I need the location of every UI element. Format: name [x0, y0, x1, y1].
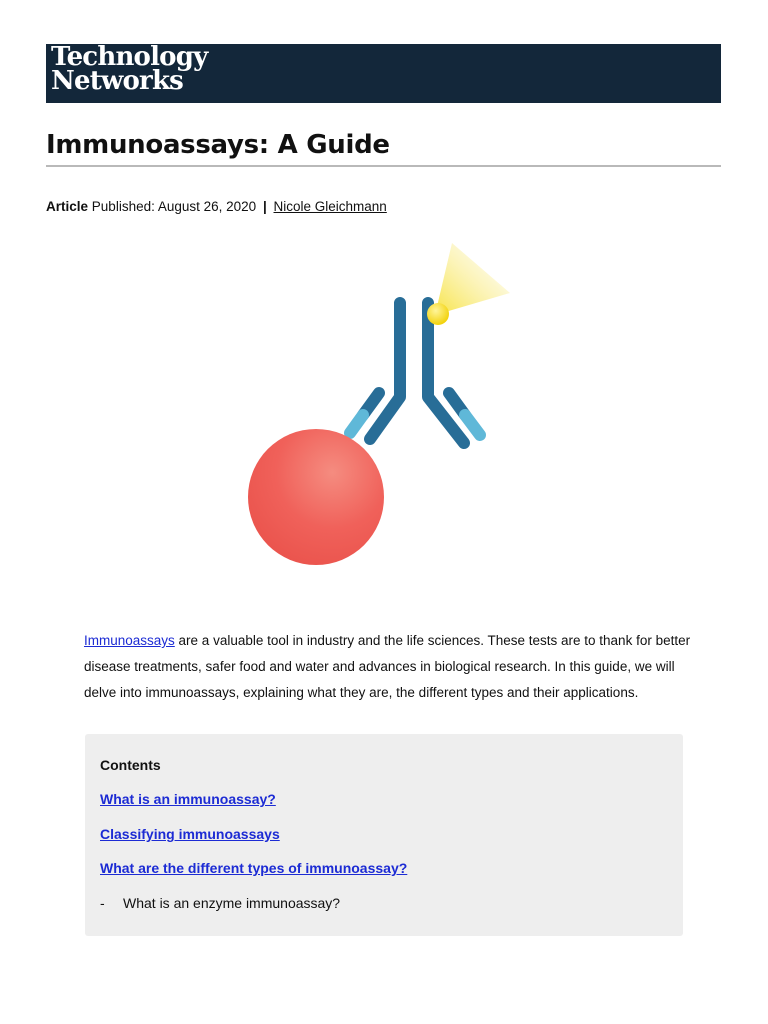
antibody-bead-icon — [230, 235, 520, 570]
article-meta — [46, 198, 387, 216]
article-type-label: Article — [46, 199, 89, 214]
contents-link-classifying[interactable]: Classifying immunoassays — [100, 826, 280, 842]
contents-sub-item — [100, 894, 340, 912]
intro-paragraph — [84, 628, 694, 705]
contents-box — [85, 734, 683, 936]
published-label: Published: — [91, 199, 155, 214]
brand-logo[interactable] — [51, 42, 208, 96]
light-beam — [435, 243, 510, 315]
antibody-heavy-chain-right — [428, 303, 464, 443]
antibody-heavy-chain-left — [370, 303, 400, 439]
title-divider — [46, 165, 721, 167]
sub-item-label: What is an enzyme immunoassay? — [123, 895, 341, 911]
sub-item-dash: - — [100, 895, 105, 911]
contents-link-what-is[interactable]: What is an immunoassay? — [100, 791, 276, 807]
meta-separator: | — [262, 199, 267, 214]
hero-figure — [230, 235, 520, 570]
contents-heading: Contents — [100, 757, 161, 773]
signal-dot — [427, 303, 449, 325]
bead-particle — [248, 429, 384, 565]
brand-banner[interactable] — [46, 44, 721, 103]
author-link[interactable]: Nicole Gleichmann — [273, 199, 387, 214]
contents-link-types[interactable]: What are the different types of immunoassay? — [100, 860, 408, 876]
brand-logo-line-1: Technology — [51, 42, 208, 72]
antibody-light-chain-left-light — [350, 415, 363, 433]
intro-text: are a valuable tool in industry and the life sciences. These tests are to thank for better disease treatments, safer food and water and advances in biological research. In this guide, we will delve into immunoassays, explaining what they are, the different types and their applications. — [84, 633, 691, 700]
antibody-light-chain-right-light — [465, 415, 480, 435]
page-title: Immunoassays: A Guide — [46, 130, 390, 160]
brand-logo-line-2: Networks — [51, 66, 183, 96]
immunoassays-link[interactable]: Immunoassays — [84, 633, 175, 648]
published-date: August 26, 2020 — [157, 199, 257, 214]
